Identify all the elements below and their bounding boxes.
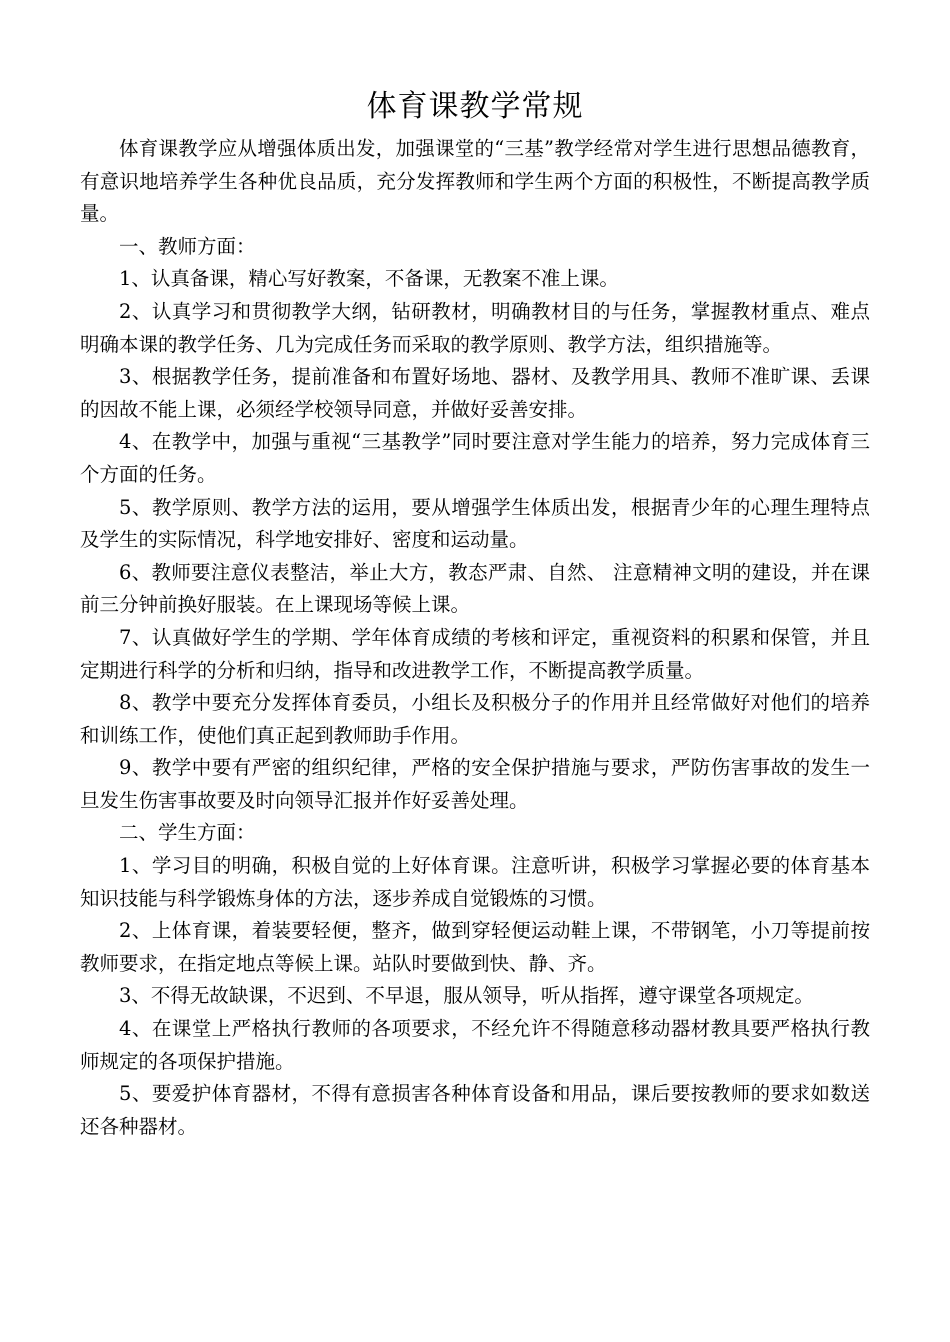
student-item-1: 1、学习目的明确，积极自觉的上好体育课。注意听讲，积极学习掌握必要的体育基本知识技能与科学锻炼身体的方法，逐步养成自觉锻炼的习惯。 xyxy=(80,854,870,910)
teacher-item-2: 2、认真学习和贯彻教学大纲，钻研教材，明确教材目的与任务，掌握教材重点、难点明确本课的教学任务、几为完成任务而采取的教学原则、教学方法，组织措施等。 xyxy=(80,299,870,356)
teacher-item-5: 5、教学原则、教学方法的运用，要从增强学生体质出发，根据青少年的心理生理特点及学生的实际情况，科学地安排好、密度和运动量。 xyxy=(80,495,870,552)
document-page xyxy=(80,85,870,1143)
teacher-item-1: 1、认真备课，精心写好教案，不备课，无教案不准上课。 xyxy=(119,267,619,291)
section-heading-teachers: 一、教师方面： xyxy=(119,234,256,258)
teacher-item-9: 9、教学中要有严密的组织纪律，严格的安全保护措施与要求，严防伤害事故的发生一旦发生伤害事故要及时向领导汇报并作好妥善处理。 xyxy=(80,756,870,812)
student-item-4: 4、在课堂上严格执行教师的各项要求，不经允许不得随意移动器材教具要严格执行教师规定的各项保护措施。 xyxy=(80,1017,870,1073)
document-body xyxy=(80,133,870,1143)
intro-paragraph: 体育课教学应从增强体质出发，加强课堂的“三基”教学经常对学生进行思想品德教育，有意识地培养学生各种优良品质，充分发挥教师和学生两个方面的积极性，不断提高教学质量。 xyxy=(80,137,870,226)
document-title: 体育课教学常规 xyxy=(366,89,584,124)
teacher-item-6: 6、教师要注意仪表整洁，举止大方，教态严肃、自然、 注意精神文明的建设，并在课前三分钟前换好服装。在上课现场等候上课。 xyxy=(80,560,870,617)
student-item-3: 3、不得无故缺课，不迟到、不早退，服从领导，听从指挥，遵守课堂各项规定。 xyxy=(119,984,814,1008)
section-heading-students: 二、学生方面： xyxy=(119,821,256,845)
teacher-item-3: 3、根据教学任务，提前准备和布置好场地、器材、及教学用具、教师不准旷课、丢课的因故不能上课，必须经学校领导同意，并做好妥善安排。 xyxy=(80,365,870,421)
teacher-item-8: 8、教学中要充分发挥体育委员，小组长及积极分子的作用并且经常做好对他们的培养和训练工作，使他们真正起到教师助手作用。 xyxy=(80,691,870,747)
teacher-item-4: 4、在教学中，加强与重视“三基教学”同时要注意对学生能力的培养，努力完成体育三个方面的任务。 xyxy=(80,430,870,486)
student-item-5: 5、要爱护体育器材，不得有意损害各种体育设备和用品，课后要按教师的要求如数送还各种器材。 xyxy=(80,1082,870,1138)
teacher-item-7: 7、认真做好学生的学期、学年体育成绩的考核和评定，重视资料的积累和保管，并且定期进行科学的分析和归纳，指导和改进教学工作，不断提高教学质量。 xyxy=(80,625,870,682)
student-item-2: 2、上体育课，着装要轻便，整齐，做到穿轻便运动鞋上课，不带钢笔，小刀等提前按教师要求，在指定地点等候上课。站队时要做到快、静、齐。 xyxy=(80,919,870,975)
